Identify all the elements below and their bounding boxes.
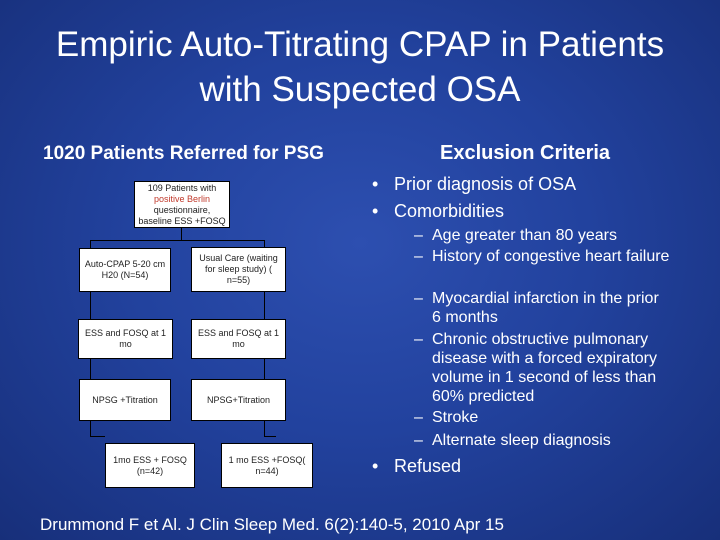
dash-icon: – bbox=[414, 227, 423, 244]
sub-item-age: – Age greater than 80 years bbox=[414, 227, 618, 244]
dash-icon: – bbox=[414, 409, 423, 426]
flow-box-usual-care bbox=[191, 247, 286, 292]
flow-box-left-npsg bbox=[79, 379, 171, 421]
dash-icon: – bbox=[414, 290, 423, 307]
flow-box-right-outcome bbox=[221, 443, 313, 488]
dash-icon: – bbox=[414, 248, 423, 265]
bullet-icon: • bbox=[372, 201, 379, 221]
connector-left-bottom bbox=[90, 436, 105, 437]
flow-box-enrolled-line-4: baseline ESS +FOSQ bbox=[138, 215, 226, 226]
flow-box-enrolled-line-1: 109 Patients with bbox=[147, 182, 217, 193]
flow-box-left-npsg-text: NPSG +Titration bbox=[92, 394, 158, 405]
flow-box-right-outcome-text: 1 mo ESS +FOSQ( n=44) bbox=[228, 454, 306, 476]
flow-box-right-npsg bbox=[191, 379, 286, 421]
flow-box-left-followup-text: ESS and FOSQ at 1 mo bbox=[84, 328, 167, 349]
flow-box-left-followup bbox=[78, 319, 173, 359]
exclusion-item-refused: • Refused bbox=[372, 456, 462, 476]
sub-item-alternate-sleep: – Alternate sleep diagnosis bbox=[414, 432, 611, 449]
exclusion-item-prior-osa: • Prior diagnosis of OSA bbox=[372, 174, 577, 194]
connector-right-bottom bbox=[264, 436, 276, 437]
flow-box-auto-cpap bbox=[79, 248, 171, 292]
flow-box-enrolled bbox=[134, 181, 230, 228]
flow-box-right-followup-text: ESS and FOSQ at 1 mo bbox=[197, 328, 280, 349]
sub-item-chf: – History of congestive heart failure bbox=[414, 248, 670, 265]
connector-top-down bbox=[181, 228, 182, 240]
flow-box-right-npsg-text: NPSG+Titration bbox=[207, 394, 270, 405]
slide-title-line-1: Empiric Auto-Titrating CPAP in Patients bbox=[55, 25, 665, 64]
sub-item-stroke: – Stroke bbox=[414, 409, 479, 426]
exclusion-heading: Exclusion Criteria bbox=[440, 142, 611, 164]
sub-item-copd: – Chronic obstructive pulmonary disease with a forced expiratory volume in 1 second of less than 60% predicted bbox=[414, 331, 657, 405]
flow-box-enrolled-line-3: questionnaire, bbox=[153, 204, 211, 215]
left-heading: 1020 Patients Referred for PSG bbox=[43, 143, 324, 164]
exclusion-item-comorbidities: • Comorbidities bbox=[372, 201, 505, 221]
flow-box-enrolled-line-2: positive Berlin bbox=[153, 193, 210, 204]
flow-box-left-outcome-text: 1mo ESS + FOSQ (n=42) bbox=[113, 454, 187, 476]
dash-icon: – bbox=[414, 432, 423, 449]
bullet-icon: • bbox=[372, 174, 379, 194]
flow-box-right-followup bbox=[191, 319, 286, 359]
citation: Drummond F et Al. J Clin Sleep Med. 6(2):140-5, 2010 Apr 15 bbox=[40, 515, 504, 534]
dash-icon: – bbox=[414, 331, 423, 348]
flow-box-left-outcome bbox=[105, 443, 195, 488]
bullet-icon: • bbox=[372, 456, 379, 476]
flow-box-usual-care-text: Usual Care (waiting for sleep study) ( n=55) bbox=[199, 253, 278, 285]
connector-horizontal-split bbox=[90, 240, 265, 241]
slide-title-line-2: with Suspected OSA bbox=[199, 70, 521, 109]
sub-item-mi: – Myocardial infarction in the prior 6 months bbox=[414, 290, 659, 326]
flow-box-auto-cpap-text: Auto-CPAP 5-20 cm H20 (N=54) bbox=[84, 259, 166, 280]
